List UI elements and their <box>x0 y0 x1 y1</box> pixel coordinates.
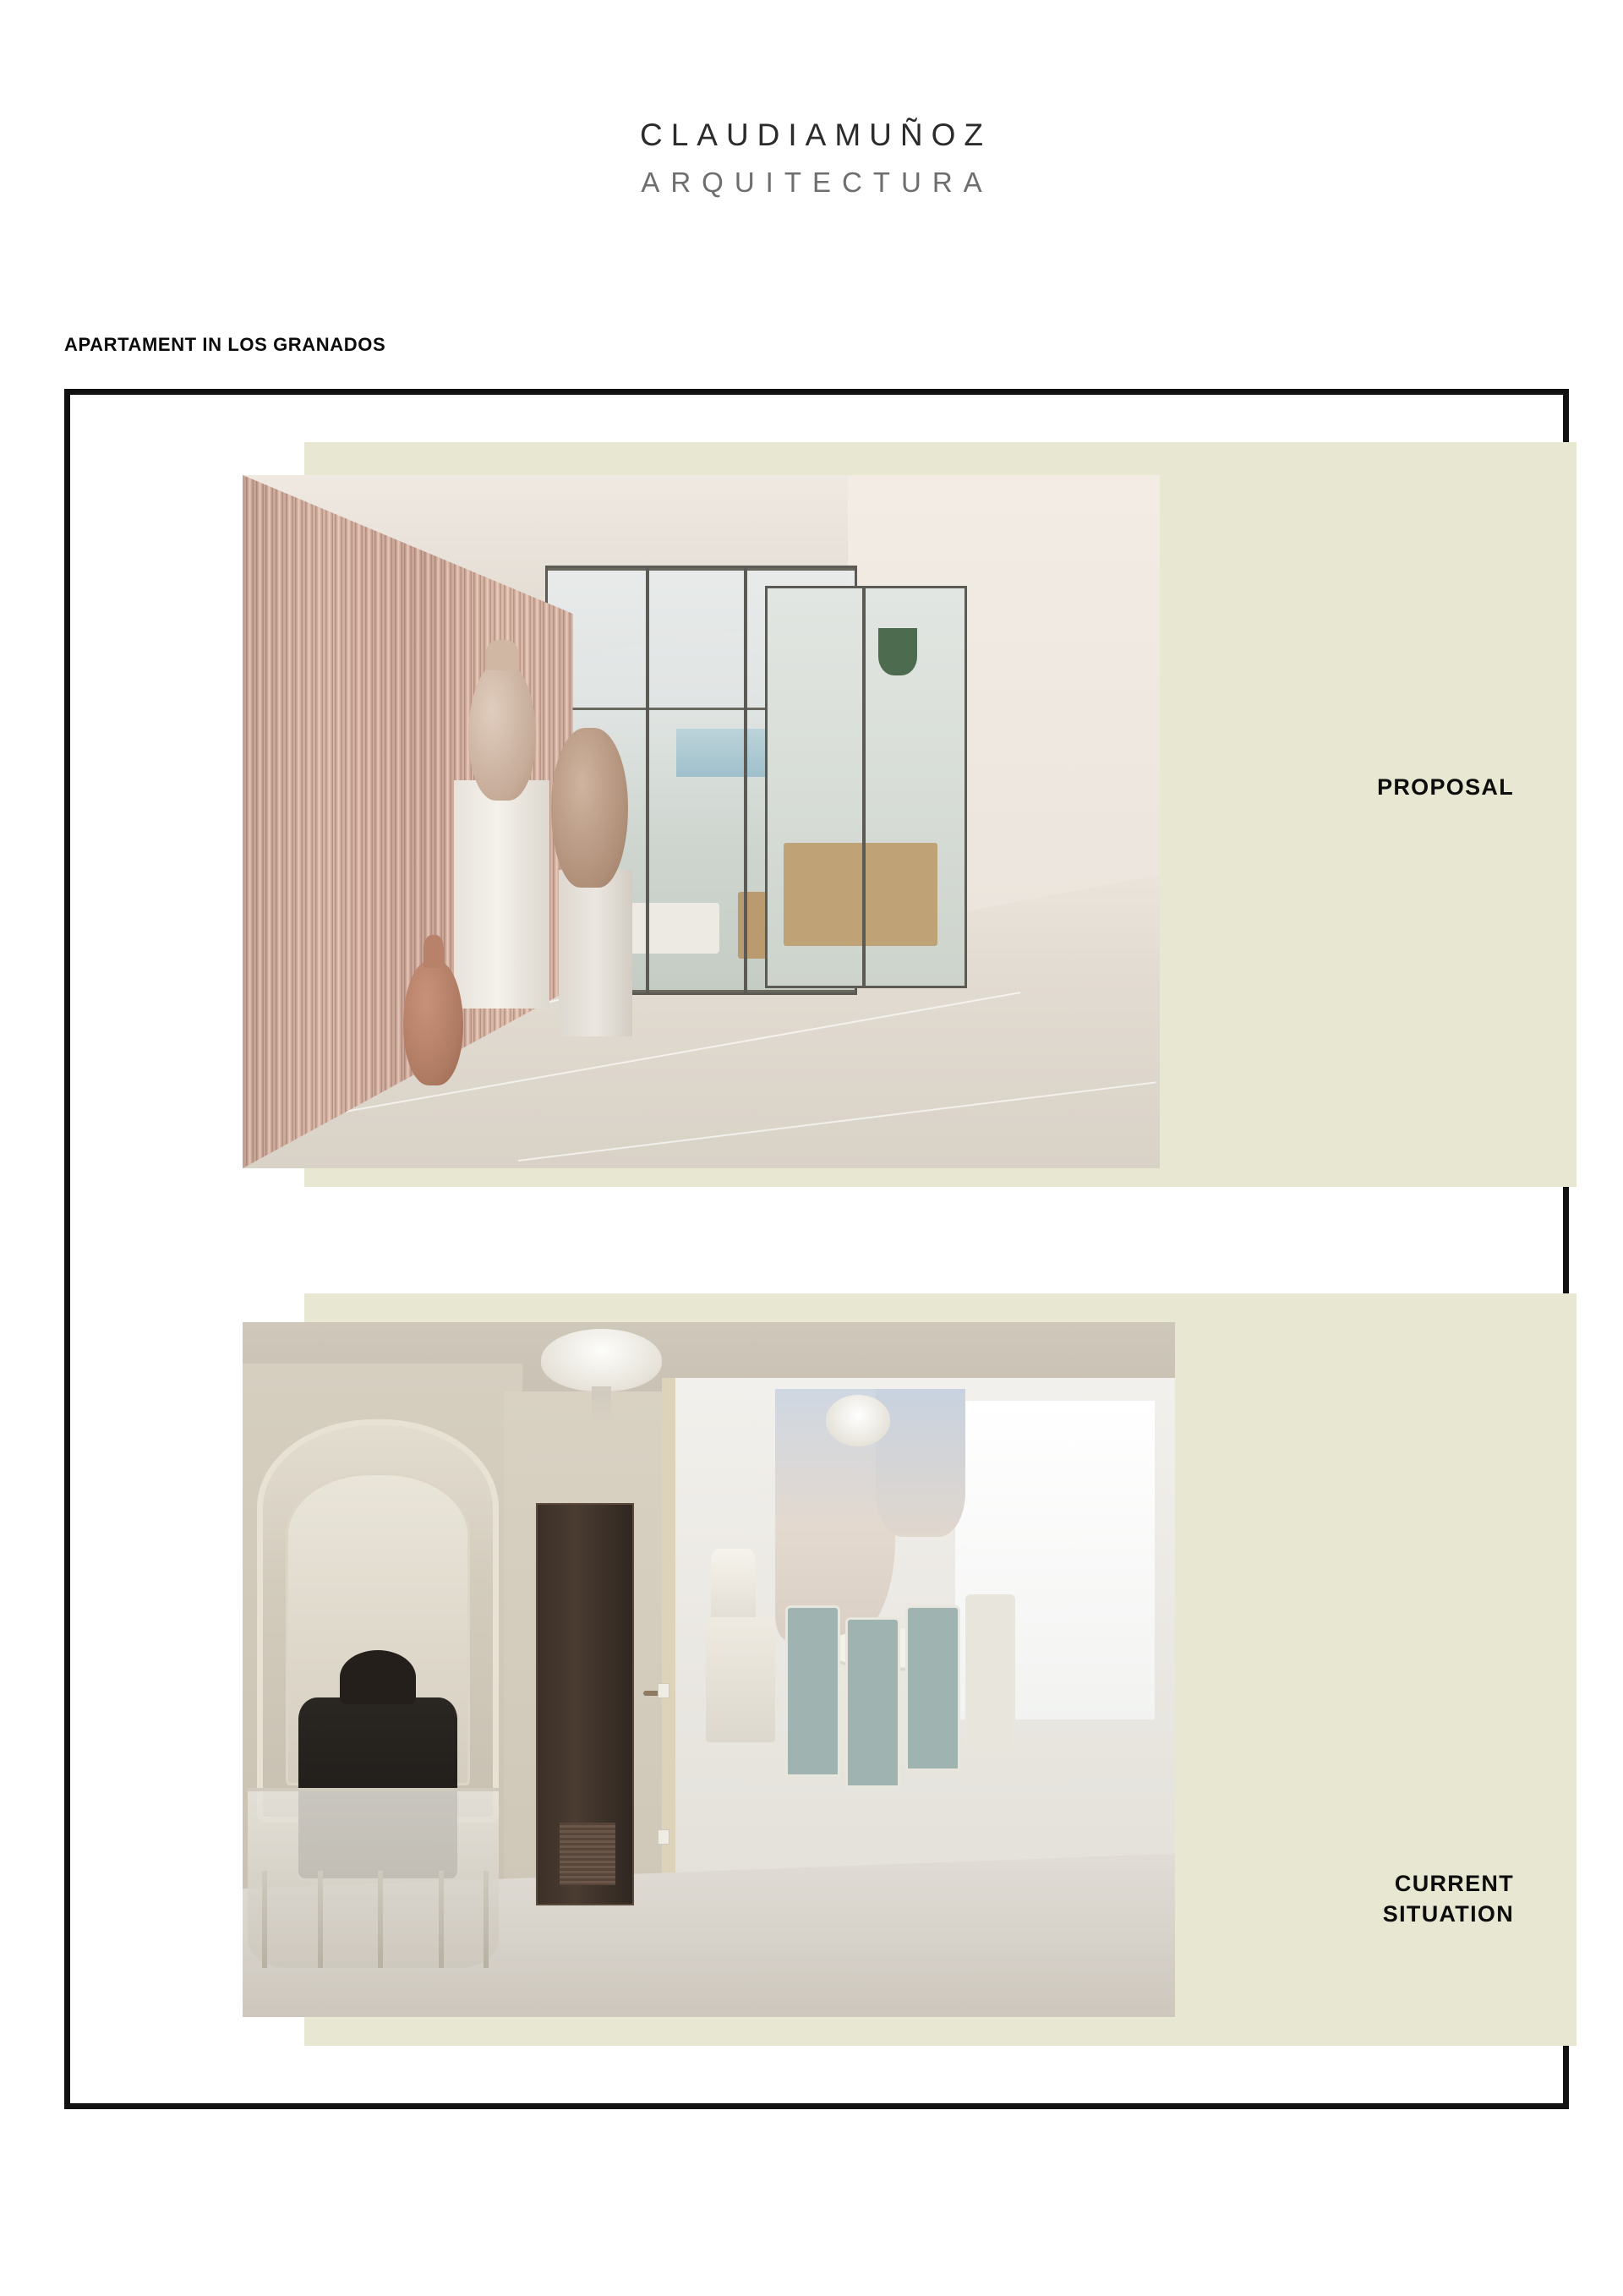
mullion <box>862 588 866 986</box>
plinth-tall <box>454 780 550 1009</box>
logo-name: CLAUDIAMUÑOZ <box>639 118 992 152</box>
mullion <box>744 568 747 992</box>
ceramic-vase-large <box>468 662 536 801</box>
brand-logo <box>0 118 1623 202</box>
content-frame <box>64 389 1569 2109</box>
proposal-render-hallway <box>243 475 1160 1168</box>
chandelier <box>826 1395 891 1446</box>
dining-chair <box>905 1605 960 1770</box>
caption-line-2: SITUATION <box>1382 1901 1514 1927</box>
caption-line-1: CURRENT <box>1394 1871 1514 1896</box>
ceramic-vase-medium <box>551 728 628 888</box>
dining-table <box>784 843 937 946</box>
dining-chair <box>785 1605 840 1776</box>
console-table <box>248 1788 500 1969</box>
light-switch <box>658 1683 669 1698</box>
logo-subtitle: ARQUITECTURA <box>641 166 993 198</box>
power-socket <box>658 1829 669 1845</box>
photo-scene <box>243 1322 1175 2017</box>
current-situation-photo-hallway <box>243 1322 1175 2017</box>
glass-partition-right <box>765 586 967 988</box>
ceiling-lamp <box>541 1329 662 1391</box>
mullion <box>646 568 649 992</box>
ceramic-vase-small <box>403 960 464 1085</box>
plinth-short <box>559 870 632 1036</box>
pendant-lamp <box>878 628 918 675</box>
render-scene <box>243 475 1160 1168</box>
frame-rail <box>548 568 855 571</box>
panel-proposal <box>304 442 1577 1187</box>
floor-joint <box>517 1082 1155 1162</box>
curtain-secondary <box>876 1389 965 1537</box>
panel-caption-proposal: PROPOSAL <box>1377 774 1514 800</box>
dining-chair <box>845 1617 900 1788</box>
panel-current-situation <box>304 1293 1577 2046</box>
page-title: APARTAMENT IN LOS GRANADOS <box>64 334 386 355</box>
side-table <box>706 1617 776 1742</box>
door-vent <box>560 1823 615 1885</box>
panel-caption-current-situation <box>1383 1868 1514 1930</box>
armchair <box>965 1594 1015 1748</box>
